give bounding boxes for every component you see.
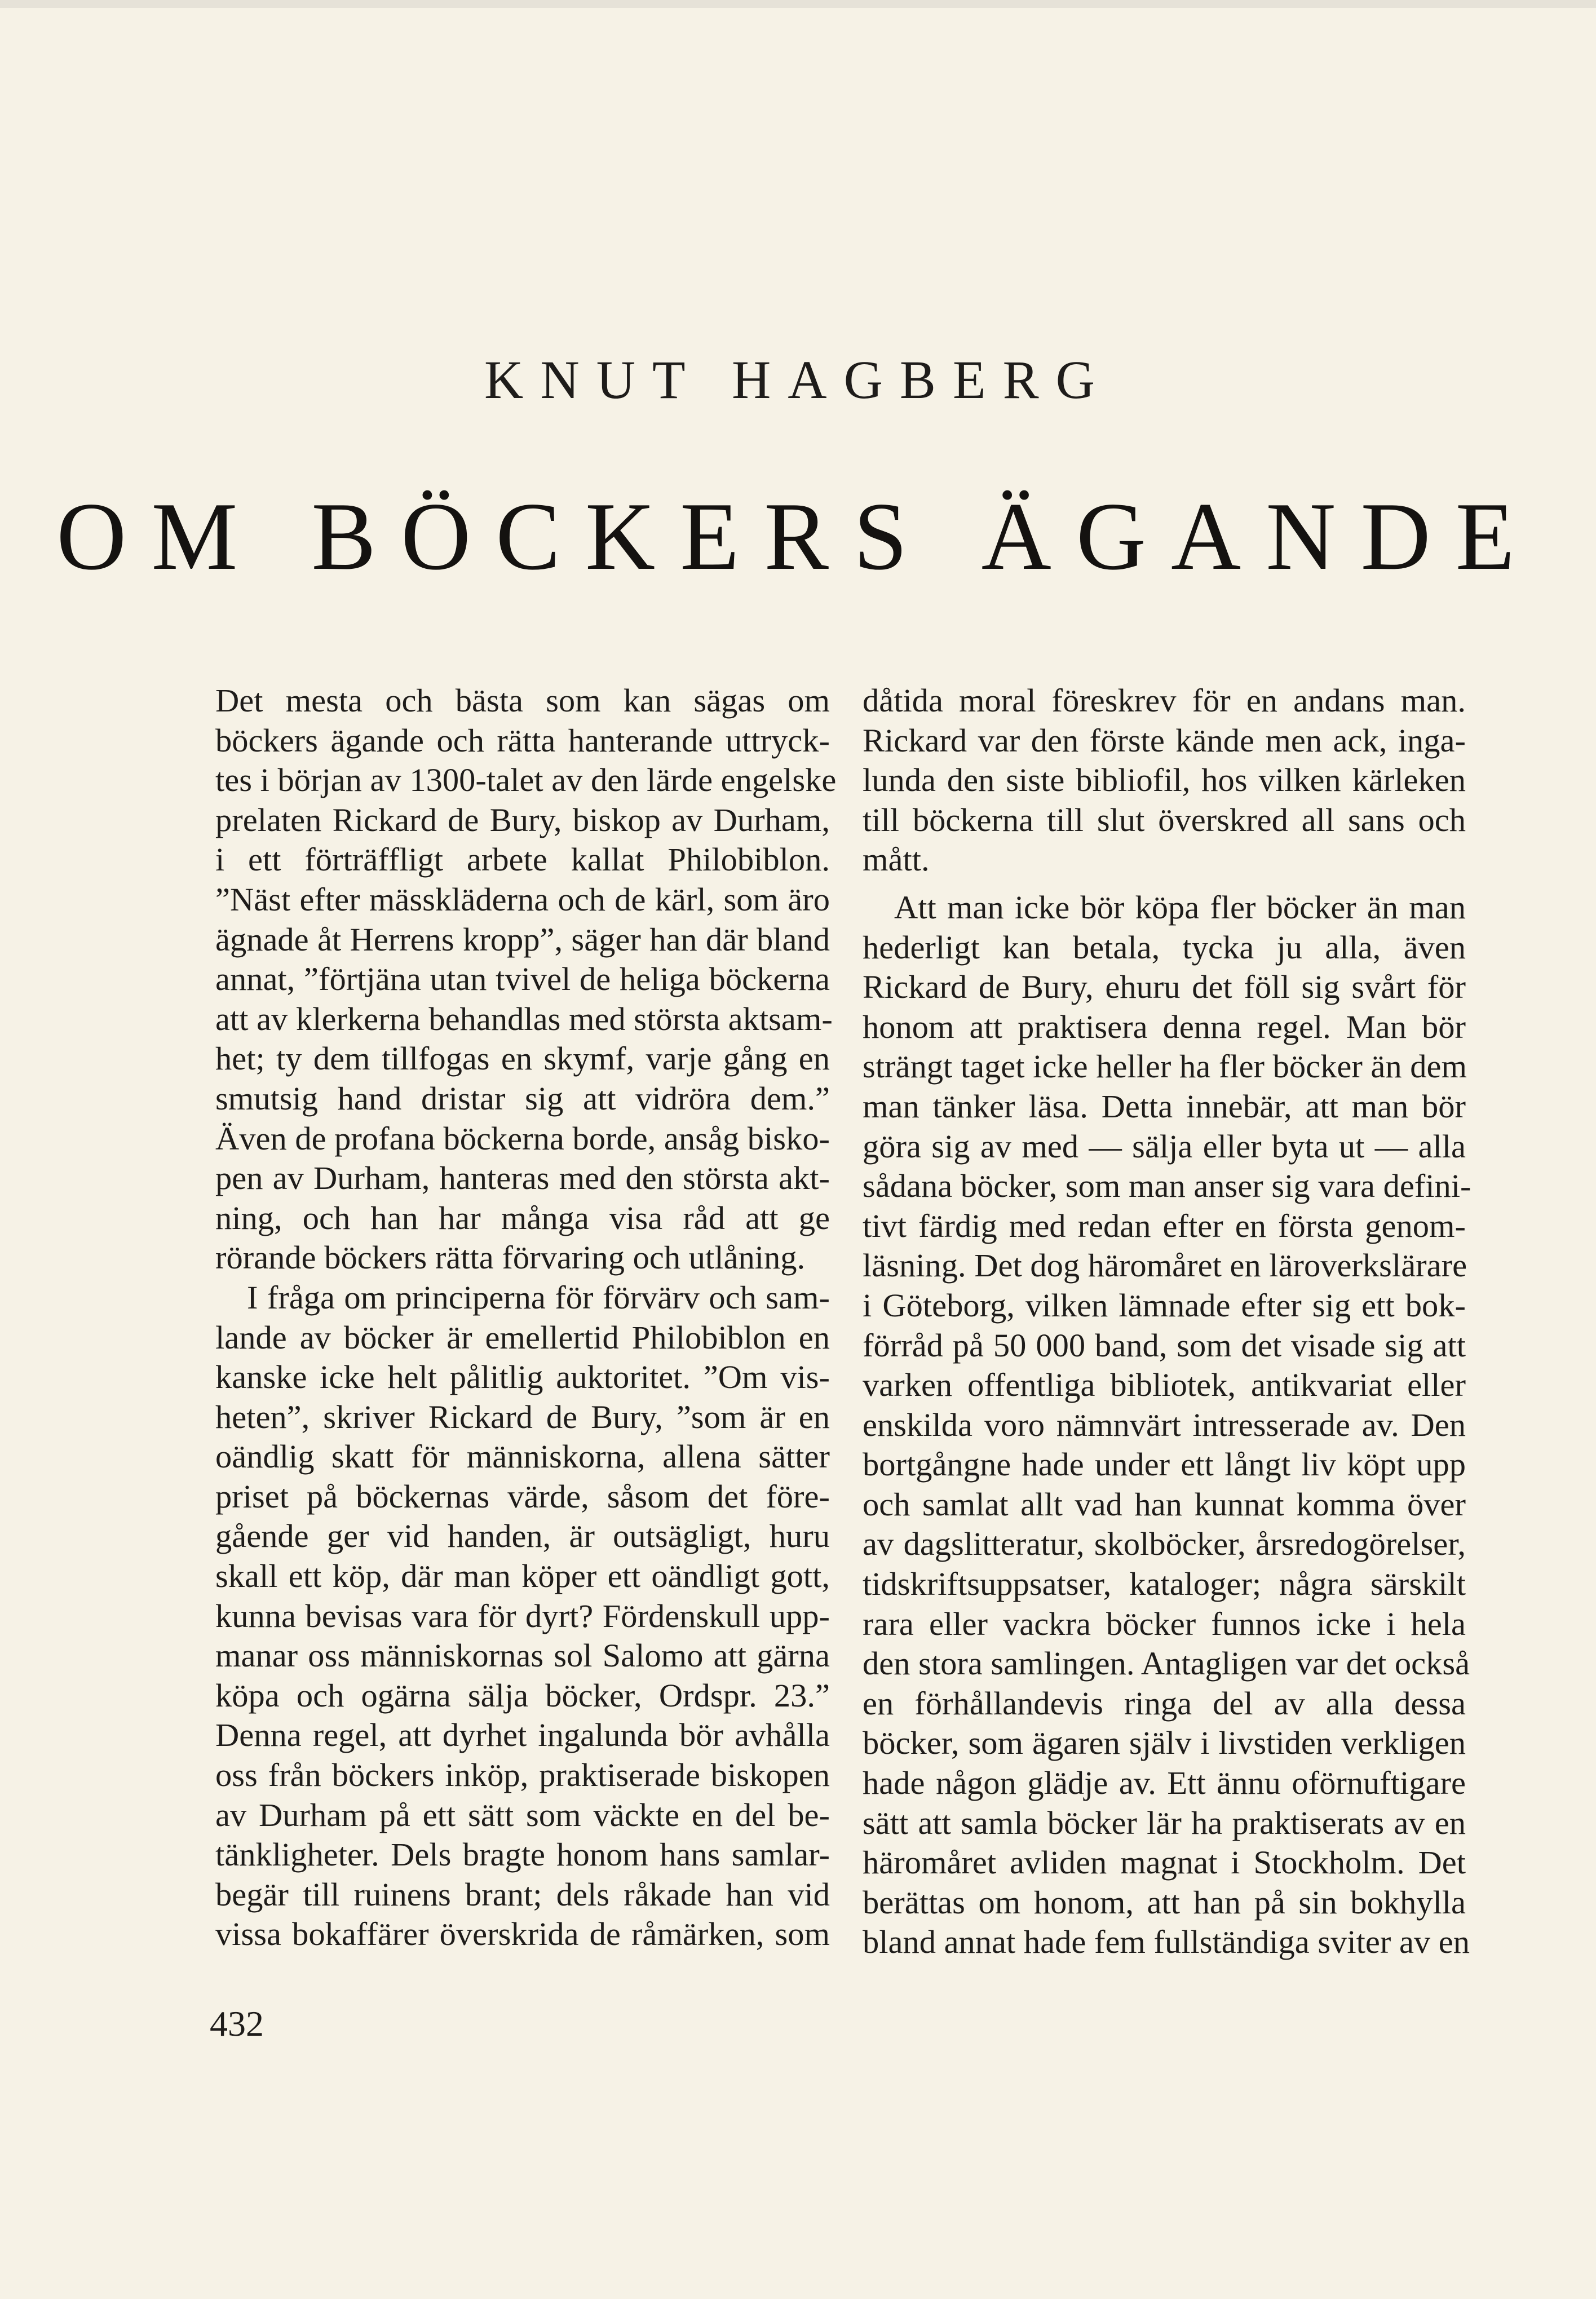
text-line: vissa bokaffärer överskrida de råmärken, som — [215, 1916, 830, 1953]
text-line: Det mesta och bästa som kan sägas om — [215, 682, 830, 719]
page-number: 432 — [210, 2004, 264, 2044]
text-line: lunda den siste bibliofil, hos vilken kärleken — [863, 762, 1466, 799]
text-line: köpa och ogärna sälja böcker, Ordspr. 23.” — [215, 1677, 830, 1714]
text-line: tes i början av 1300-talet av den lärde engelske — [215, 762, 837, 799]
text-line: av Durham på ett sätt som väckte en del be- — [215, 1796, 830, 1833]
text-line: oändlig skatt för människorna, allena sätter — [215, 1438, 830, 1475]
text-line: smutsig hand dristar sig att vidröra dem.” — [215, 1080, 830, 1117]
text-line: ning, och han har många visa råd att ge — [215, 1199, 830, 1236]
text-line: böckers ägande och rätta hanterande uttryck- — [215, 722, 830, 759]
text-line: berättas om honom, att han på sin bokhylla — [863, 1884, 1466, 1921]
article-author: KNUT HAGBERG — [484, 350, 1112, 410]
text-line: gående ger vid handen, är outsägligt, huru — [215, 1518, 830, 1555]
text-line: tänkligheter. Dels bragte honom hans samlar- — [215, 1836, 830, 1873]
text-line: skall ett köp, där man köper ett oändligt gott, — [215, 1558, 830, 1595]
text-line: en förhållandevis ringa del av alla dessa — [863, 1685, 1466, 1722]
text-line: oss från böckers inköp, praktiserade biskopen — [215, 1757, 830, 1794]
text-line: av dagslitteratur, skolböcker, årsredogörelser, — [863, 1526, 1466, 1563]
text-line: pen av Durham, hanteras med den största akt- — [215, 1160, 830, 1197]
text-line: kanske icke helt pålitlig auktoritet. ”Om vis- — [215, 1359, 830, 1396]
text-line: läsning. Det dog häromåret en läroverkslärare — [863, 1247, 1467, 1284]
text-line: Att man icke bör köpa fler böcker än man — [894, 888, 1466, 926]
text-line: kunna bevisas vara för dyrt? Fördenskull upp- — [215, 1597, 830, 1634]
text-line: varken offentliga bibliotek, antikvariat eller — [863, 1367, 1466, 1404]
text-line: Även de profana böckerna borde, ansåg bisko- — [215, 1120, 830, 1157]
text-line: enskilda voro nämnvärt intresserade av. Den — [863, 1406, 1466, 1443]
text-line: i ett förträffligt arbete kallat Philobiblon. — [215, 841, 830, 878]
text-line: ”Näst efter mässkläderna och de kärl, som äro — [215, 881, 830, 918]
text-line: ägnade åt Herrens kropp”, säger han där bland — [215, 921, 830, 958]
text-line: het; ty dem tillfogas en skymf, varje gång en — [215, 1040, 830, 1077]
text-line: till böckerna till slut överskred all sans och — [863, 801, 1466, 838]
text-line: göra sig av med — sälja eller byta ut — alla — [863, 1128, 1466, 1165]
text-line: honom att praktisera denna regel. Man bör — [863, 1008, 1466, 1045]
text-line: att av klerkerna behandlas med största aktsam- — [215, 1000, 833, 1037]
text-column-right — [863, 681, 1471, 1962]
article-title: OM BÖCKERS ÄGANDE — [56, 483, 1540, 590]
text-line: man tänker läsa. Detta innebär, att man bör — [863, 1087, 1466, 1125]
text-line: tivt färdig med redan efter en första genom- — [863, 1207, 1466, 1244]
text-line: dåtida moral föreskrev för en andans man. — [863, 682, 1466, 719]
page-top-edge — [0, 0, 1596, 8]
text-line: förråd på 50 000 band, som det visade sig att — [863, 1327, 1466, 1364]
text-line: sådana böcker, som man anser sig vara defini- — [863, 1168, 1471, 1205]
text-line: rara eller vackra böcker funnos icke i hela — [863, 1605, 1466, 1642]
text-line: Denna regel, att dyrhet ingalunda bör avhålla — [215, 1717, 830, 1754]
text-line: heten”, skriver Rickard de Bury, ”som är en — [215, 1398, 830, 1435]
text-line: böcker, som ägaren själv i livstiden verkligen — [863, 1725, 1466, 1762]
text-line: i Göteborg, vilken lämnade efter sig ett bok- — [863, 1286, 1466, 1324]
text-line: bortgångne hade under ett långt liv köpt upp — [863, 1446, 1466, 1483]
text-line: prelaten Rickard de Bury, biskop av Durham, — [215, 801, 830, 838]
text-line: strängt taget icke heller ha fler böcker än dem — [863, 1048, 1467, 1085]
text-line: manar oss människornas sol Salomo att gärna — [215, 1637, 830, 1674]
text-line: sätt att samla böcker lär ha praktiserats av en — [863, 1804, 1466, 1841]
text-line: annat, ”förtjäna utan tvivel de heliga böckerna — [215, 961, 830, 998]
text-line: mått. — [863, 841, 930, 878]
text-line: I fråga om principerna för förvärv och sam- — [247, 1279, 830, 1316]
text-line: hederligt kan betala, tycka ju alla, även — [863, 929, 1466, 966]
text-line: häromåret avliden magnat i Stockholm. Det — [863, 1844, 1466, 1881]
text-line: den stora samlingen. Antagligen var det också — [863, 1645, 1470, 1682]
text-line: rörande böckers rätta förvaring och utlåning. — [215, 1239, 806, 1276]
text-line: och samlat allt vad han kunnat komma över — [863, 1485, 1466, 1523]
text-line: tidskriftsuppsatser, kataloger; några särskilt — [863, 1566, 1466, 1603]
text-line: lande av böcker är emellertid Philobiblon en — [215, 1319, 830, 1356]
text-line: begär till ruinens brant; dels råkade han vid — [215, 1876, 830, 1913]
text-line: bland annat hade fem fullständiga sviter av en — [863, 1924, 1470, 1961]
text-column-left — [215, 681, 837, 1955]
text-line: Rickard de Bury, ehuru det föll sig svårt för — [863, 969, 1466, 1006]
text-line: Rickard var den förste kände men ack, inga- — [863, 722, 1466, 759]
text-line: priset på böckernas värde, såsom det före- — [215, 1478, 830, 1515]
text-line: hade någon glädje av. Ett ännu oförnuftigare — [863, 1765, 1466, 1802]
